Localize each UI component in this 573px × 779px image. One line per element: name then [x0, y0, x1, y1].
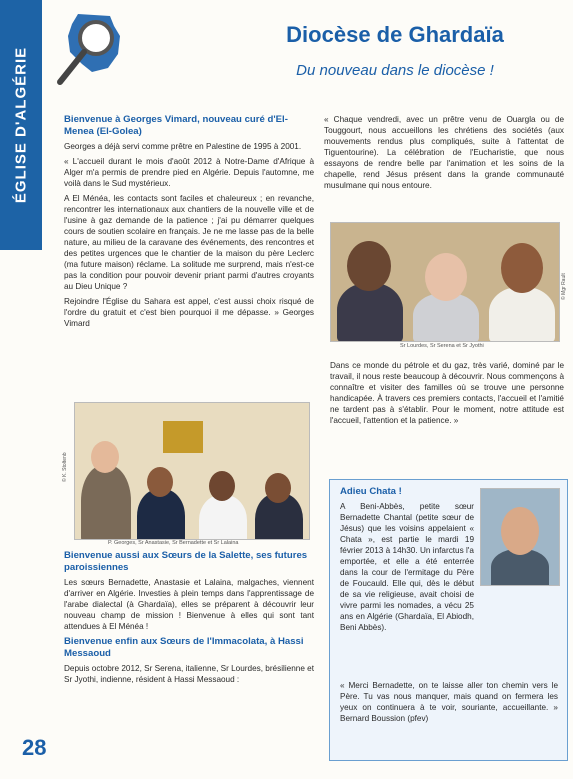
- photo-credit: © Mgr Rault: [561, 273, 567, 300]
- heading-salette: Bienvenue aussi aux Sœurs de la Salette, ses futures paroissiennes: [64, 550, 308, 573]
- page-subtitle: Du nouveau dans le diocèse !: [296, 62, 494, 79]
- wall-frame: [163, 421, 203, 453]
- paragraph: Dans ce monde du pétrole et du gaz, très varié, dominé par le travail, il nous reste beaucoup à découvrir. Nous commençons à connaître et visiter des familles où se trouve une personne handicapée. À travers ces premiers contacts, l'accueil et l'amitié ne tardent pas à s'établir. Pour le moment, notre attitude est l'accueil, l'attention et la patience. »: [330, 361, 564, 425]
- column-left-bottom: [64, 550, 314, 689]
- face: [209, 471, 235, 501]
- paragraph: « Merci Bernadette, on te laisse aller ton chemin vers le Père. Tu vas nous manquer, mais quand on fermera les yeux on continuera à te voir, souriante, accueillante. » Bernard Boussion (pfev): [340, 681, 558, 723]
- column-left-top: [64, 114, 314, 333]
- photo-credit: © K. Stoltenb: [62, 452, 68, 482]
- obituary-title: Adieu Chata !: [340, 486, 402, 497]
- paragraph: Depuis octobre 2012, Sr Serena, italienne, Sr Lourdes, brésilienne et Sr Jyothi, indienne, résident à Hassi Messaoud :: [64, 664, 314, 684]
- obituary-text-top: [340, 486, 474, 637]
- person-jyothi: [489, 287, 555, 342]
- heading-immacolata: Bienvenue enfin aux Sœurs de l'Immacolata, à Hassi Messaoud: [64, 636, 304, 659]
- face: [501, 243, 543, 293]
- heading-georges: Bienvenue à Georges Vimard, nouveau curé d'El-Menea (El-Golea): [64, 114, 288, 137]
- sidebar-band: [0, 0, 42, 250]
- person-lourdes: [337, 283, 403, 342]
- face: [347, 241, 391, 291]
- photo-immacolata-sisters: [330, 222, 560, 342]
- face: [91, 441, 119, 473]
- paragraph: A El Ménéa, les contacts sont faciles et chaleureux ; en revanche, rencontrer les internationaux aux chantiers de la nouvelle ville et de l'usine à gaz demande de la patience ; j'ai pu démarrer quelques cours de soutien scolaire en français. Je ne me lasse pas de la belle nature, au milieu de la caravane des événements, des rencontres et des petites urgences que le chantier de la maison du père Leclerc (ma future maison) réclame. La solitude me surprend, mais n'est-ce pas la condition pour pouvoir devenir priant parmi d'autres croyants au Dieu Unique ?: [64, 194, 314, 291]
- paragraph: Rejoindre l'Église du Sahara est appel, c'est aussi choix risqué de l'ordre du gratuit et c'est bien pourquoi il me dépasse. » Georges Vimard: [64, 297, 314, 328]
- face: [501, 507, 539, 555]
- page-number: 28: [22, 735, 47, 760]
- sidebar-label: ÉGLISE D'ALGÉRIE: [12, 46, 30, 204]
- person-sister: [199, 495, 247, 540]
- paragraph: Georges a déjà servi comme prêtre en Palestine de 1995 à 2001.: [64, 142, 302, 151]
- paragraph: « Chaque vendredi, avec un prêtre venu de Ouargla ou de Touggourt, nous accueillons les chrétiens des sociétés (aux mouvements rendus plus compliqués, suite à l'attentat de Tiguentourine). La célébration de l'Eucharistie, que nous essayons de rendre belle par l'animation et les soins de la chapelle, rend Jésus présent dans la grande communauté musulmane qui nous entoure.: [324, 115, 564, 190]
- paragraph: Les sœurs Bernadette, Anastasie et Lalaina, malgaches, viennent d'arriver en Algérie. Investies à plein temps dans l'apprentissage de l'arabe dialectal (à Ghardaïa), elles se préparent à découvrir leur nouveau champ de mission ! Bienvenue à elles qui sont tant attendues à El Ménéa !: [64, 578, 314, 631]
- logo-magnifier-icon: [48, 6, 138, 94]
- paragraph: « L'accueil durant le mois d'août 2012 à Notre-Dame d'Afrique à Alger m'a permis de prendre pied en Algérie. Depuis l'automne, me voilà dans le Sud mystérieux.: [64, 157, 314, 188]
- paragraph: A Beni-Abbès, petite sœur Bernadette Chantal (petite sœur de Jésus) que les voisins appelaient « Chata », est partie le mardi 19 février 2013 à 14h30. Un infarctus l'a emportée, et elle a été enterrée dans la cour de l'ermitage du Père de Foucauld. Elle qui, dès le début de sa vie religieuse, avait choisi de vivre parmi les nomades, a vécu 25 ans en Algérie (Ghardaïa, El Abiodh, Beni Abbès).: [340, 502, 474, 632]
- photo-caption: Sr Lourdes, Sr Serena et Sr Jyothi: [400, 343, 484, 349]
- column-right-top: [324, 114, 564, 195]
- obituary-text-bottom: [340, 680, 558, 728]
- photo-chata: [480, 488, 560, 586]
- page-title: Diocèse de Ghardaïa: [286, 22, 504, 47]
- photo-caption: P. Georges, Sr Anastasie, Sr Bernadette et Sr Lalaina: [108, 540, 239, 546]
- column-right-middle: [330, 360, 564, 430]
- photo-georges-sisters: [74, 402, 310, 540]
- face: [265, 473, 291, 503]
- obituary-box: [329, 479, 568, 761]
- face: [147, 467, 173, 497]
- face: [425, 253, 467, 301]
- person-georges: [81, 465, 131, 540]
